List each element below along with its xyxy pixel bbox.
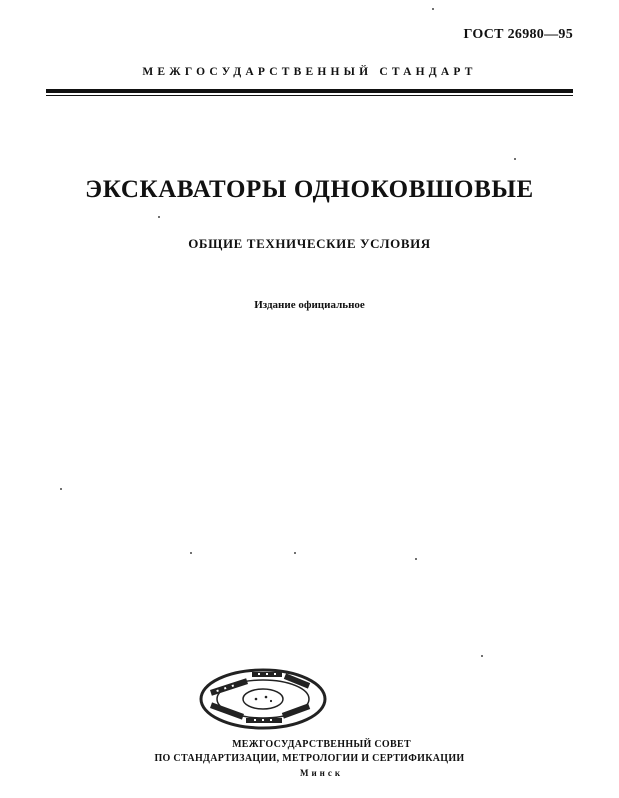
publisher-city: Минск (299, 768, 344, 778)
library-stamp-icon (196, 664, 330, 734)
scan-speck (432, 8, 434, 10)
publisher-line-2: ПО СТАНДАРТИЗАЦИИ, МЕТРОЛОГИИ И СЕРТИФИКАЦИИ (154, 753, 465, 764)
document-title: ЭКСКАВАТОРЫ ОДНОКОВШОВЫЕ (85, 176, 534, 203)
scan-speck (481, 655, 483, 657)
scan-speck (60, 488, 62, 490)
header-rule-thin (46, 95, 573, 96)
publisher-line-1: МЕЖГОСУДАРСТВЕННЫЙ СОВЕТ (232, 739, 411, 750)
standard-type-heading: МЕЖГОСУДАРСТВЕННЫЙ СТАНДАРТ (142, 66, 477, 78)
scan-speck (514, 158, 516, 160)
scan-speck (158, 216, 160, 218)
edition-label: Издание официальное (254, 299, 365, 311)
document-code: ГОСТ 26980—95 (463, 27, 573, 42)
document-subtitle: ОБЩИЕ ТЕХНИЧЕСКИЕ УСЛОВИЯ (188, 236, 431, 251)
scan-speck (415, 558, 417, 560)
scan-speck (190, 552, 192, 554)
header-rule-thick (46, 89, 573, 93)
scan-speck (294, 552, 296, 554)
